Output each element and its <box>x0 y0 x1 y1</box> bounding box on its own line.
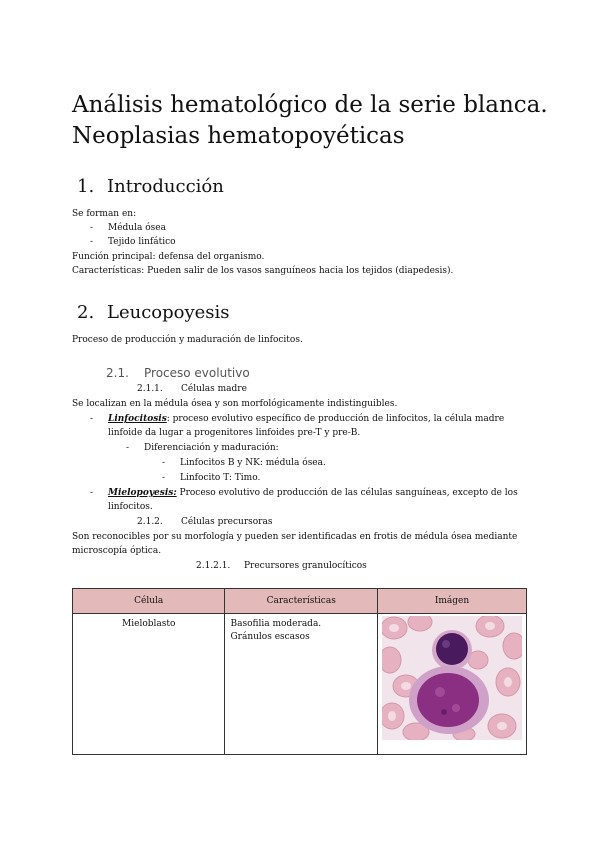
characteristics-text: Características: Pueden salir de los vasos sanguíneos hacia los tejidos (diapedesis). <box>72 266 454 276</box>
table-row <box>73 614 527 755</box>
function-text: Función principal: defensa del organismo. <box>72 252 265 262</box>
precursor-table <box>72 588 527 755</box>
column-header: Características <box>225 589 378 614</box>
located-text: Se localizan en la médula ósea y son morfológicamente indistinguibles. <box>72 399 398 409</box>
list-item: - Tejido linfático <box>90 237 176 247</box>
recognizable-text-2: microscopía óptica. <box>72 546 162 556</box>
subsection-2-1-heading: 2.1. Proceso evolutivo <box>106 366 250 380</box>
cell-image <box>378 614 527 755</box>
section-2-intro: Proceso de producción y maduración de linfocitos. <box>72 335 303 345</box>
list-item: - Linfocito T: Timo. <box>162 473 261 483</box>
subsection-2-1-2-1-heading: 2.1.2.1. Precursores granulocíticos <box>196 561 367 571</box>
list-item: - Diferenciación y maduración: <box>126 443 279 453</box>
column-header: Célula <box>73 589 225 614</box>
list-item: - Linfocitos B y NK: médula ósea. <box>162 458 326 468</box>
mieloblasto-micrograph <box>382 616 522 740</box>
cell-characteristics: Basofilia moderada. Gránulos escasos <box>225 614 378 755</box>
list-item-linfocitosis: - Linfocitosis: proceso evolutivo específico de producción de linfocitos, la célula madre <box>90 414 505 424</box>
list-item-continuation: linfocitos. <box>108 502 153 512</box>
cell-name: Mieloblasto <box>73 614 225 755</box>
recognizable-text: Son reconocibles por su morfología y pueden ser identificadas en frotis de médula ósea mediante <box>72 532 518 542</box>
list-item-mielopoyesis: - Mielopoyesis: Proceso evolutivo de producción de las células sanguíneas, excepto de los <box>90 488 518 498</box>
section-1-heading: 1. Introducción <box>77 176 224 197</box>
subsection-2-1-1-heading: 2.1.1. Células madre <box>137 384 247 394</box>
list-item: - Médula ósea <box>90 223 166 233</box>
column-header: Imágen <box>378 589 527 614</box>
section-2-heading: 2. Leucopoyesis <box>77 302 230 323</box>
document-title: Análisis hematológico de la serie blanca. Neoplasias hematopoyéticas <box>72 92 548 149</box>
subsection-2-1-2-heading: 2.1.2. Células precursoras <box>137 517 273 527</box>
list-item-continuation: linfoide da lugar a progenitores linfoides pre-T y pre-B. <box>108 428 361 438</box>
formed-in-text: Se forman en: <box>72 209 137 219</box>
